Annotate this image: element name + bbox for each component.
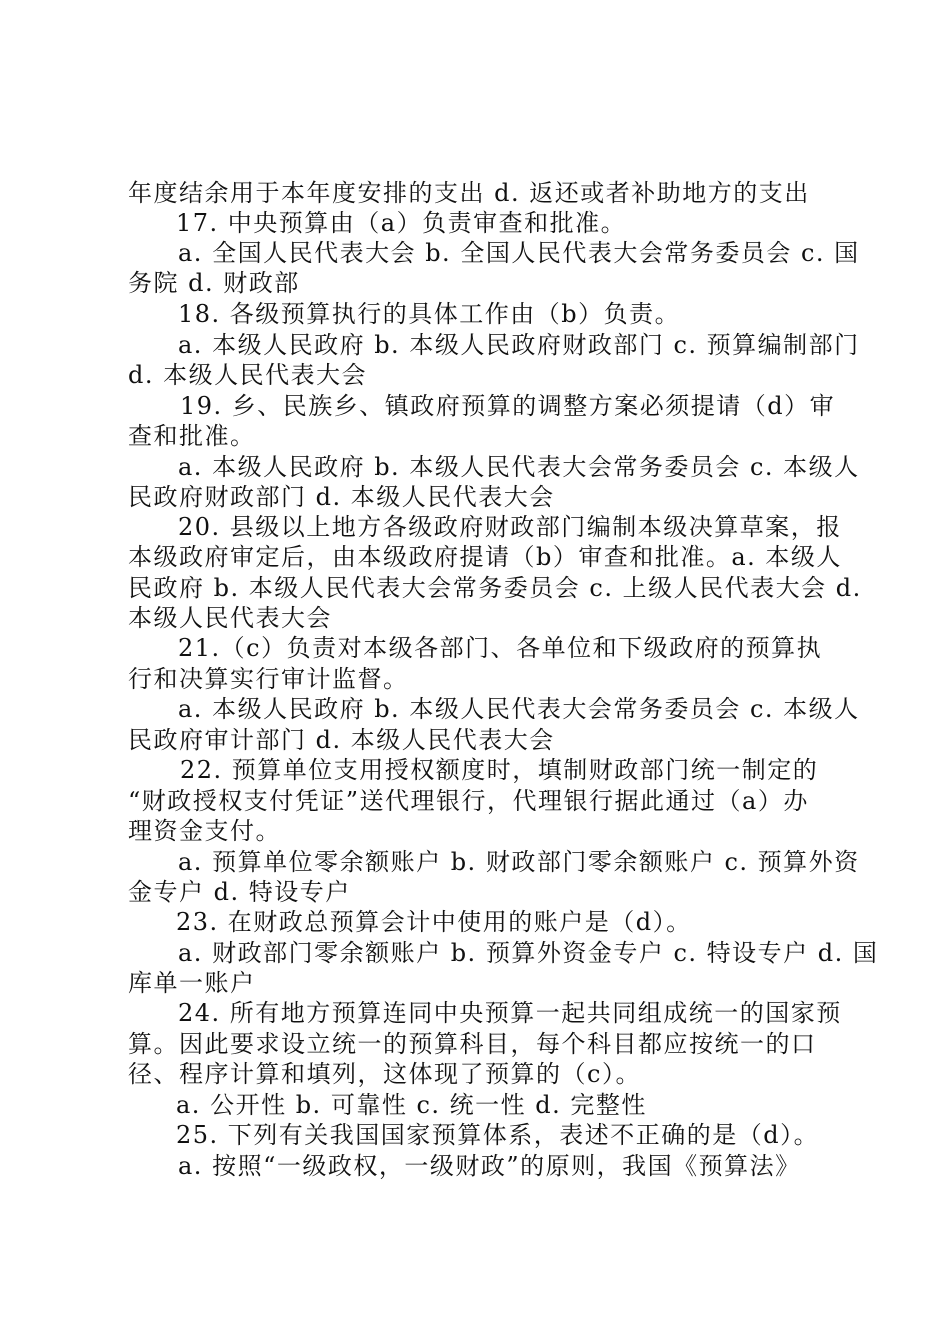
text-line: d. 本级人民代表大会 bbox=[128, 361, 368, 389]
question-24: 24. 所有地方预算连同中央预算一起共同组成统一的国家预 bbox=[178, 999, 842, 1027]
question-23: 23. 在财政总预算会计中使用的账户是（d）。 bbox=[176, 908, 692, 936]
text-line: 算。因此要求设立统一的预算科目，每个科目都应按统一的口 bbox=[128, 1030, 817, 1058]
text-line: 行和决算实行审计监督。 bbox=[128, 665, 409, 693]
options-23: a. 财政部门零余额账户 b. 预算外资金专户 c. 特设专户 d. 国 bbox=[178, 939, 879, 967]
options-21: a. 本级人民政府 b. 本级人民代表大会常务委员会 c. 本级人 bbox=[178, 695, 860, 723]
text-line: 民政府审计部门 d. 本级人民代表大会 bbox=[128, 726, 555, 754]
text-line: 年度结余用于本年度安排的支出 d. 返还或者补助地方的支出 bbox=[128, 179, 810, 207]
options-19: a. 本级人民政府 b. 本级人民代表大会常务委员会 c. 本级人 bbox=[178, 453, 860, 481]
question-20: 20. 县级以上地方各级政府财政部门编制本级决算草案，报 bbox=[178, 513, 842, 541]
text-line: 民政府财政部门 d. 本级人民代表大会 bbox=[128, 483, 555, 511]
text-line: 理资金支付。 bbox=[128, 817, 281, 845]
question-22: 22. 预算单位支用授权额度时，填制财政部门统一制定的 bbox=[180, 756, 819, 784]
options-22: a. 预算单位零余额账户 b. 财政部门零余额账户 c. 预算外资 bbox=[178, 848, 860, 876]
text-line: 库单一账户 bbox=[128, 969, 256, 997]
text-line: 径、程序计算和填列，这体现了预算的（c）。 bbox=[128, 1060, 641, 1088]
question-19: 19. 乡、民族乡、镇政府预算的调整方案必须提请（d）审 bbox=[180, 392, 836, 420]
question-25: 25. 下列有关我国国家预算体系，表述不正确的是（d）。 bbox=[176, 1121, 820, 1149]
options-24: a. 公开性 b. 可靠性 c. 统一性 d. 完整性 bbox=[176, 1091, 647, 1119]
options-18: a. 本级人民政府 b. 本级人民政府财政部门 c. 预算编制部门 bbox=[178, 331, 860, 359]
text-line: 务院 d. 财政部 bbox=[128, 269, 300, 297]
question-18: 18. 各级预算执行的具体工作由（b）负责。 bbox=[178, 300, 681, 328]
question-17: 17. 中央预算由（a）负责审查和批准。 bbox=[176, 209, 627, 237]
question-21: 21.（c）负责对本级各部门、各单位和下级政府的预算执 bbox=[178, 634, 823, 662]
text-line: 本级政府审定后，由本级政府提请（b）审查和批准。a. 本级人 bbox=[128, 543, 842, 571]
options-17: a. 全国人民代表大会 b. 全国人民代表大会常务委员会 c. 国 bbox=[178, 239, 860, 267]
text-line: “财政授权支付凭证”送代理银行，代理银行据此通过（a）办 bbox=[128, 787, 809, 815]
options-25: a. 按照“一级政权，一级财政”的原则，我国《预算法》 bbox=[178, 1152, 801, 1180]
text-line: 金专户 d. 特设专户 bbox=[128, 878, 351, 906]
text-line: 查和批准。 bbox=[128, 422, 256, 450]
text-line: 本级人民代表大会 bbox=[128, 604, 332, 632]
text-line: 民政府 b. 本级人民代表大会常务委员会 c. 上级人民代表大会 d. bbox=[128, 574, 862, 602]
